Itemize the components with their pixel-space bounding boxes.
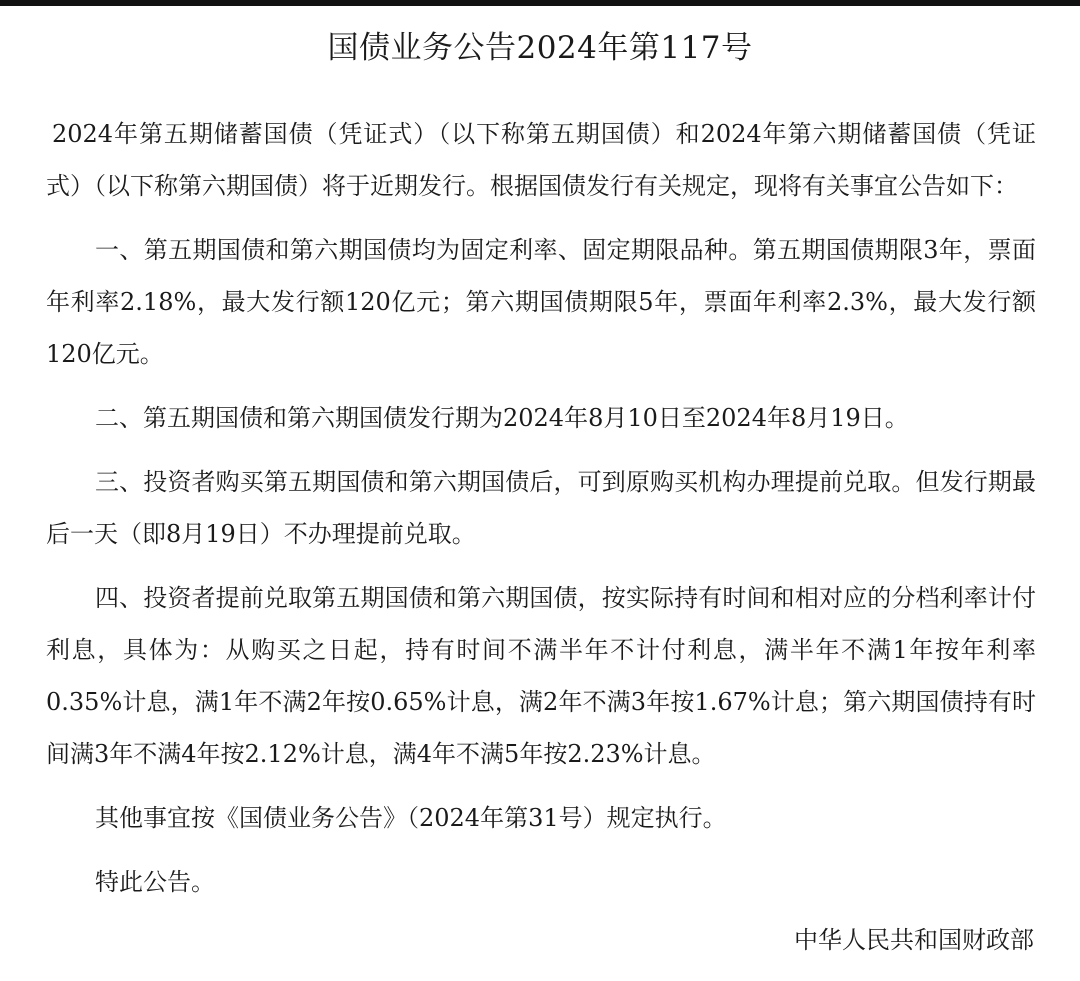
clause-one-paragraph: 一、第五期国债和第六期国债均为固定利率、固定期限品种。第五期国债期限3年，票面年利率2.18%，最大发行额120亿元；第六期国债期限5年，票面年利率2.3%，最大发行额120亿元。 bbox=[46, 236, 1036, 368]
clause-four-paragraph: 四、投资者提前兑取第五期国债和第六期国债，按实际持有时间和相对应的分档利率计付利息，具体为：从购买之日起，持有时间不满半年不计付利息，满半年不满1年按年利率0.35%计息，满1年不满2年按0.65%计息，满2年不满3年按1.67%计息；第六期国债持有时间满3年不满4年按2.12%计息，满4年不满5年按2.23%计息。 bbox=[46, 584, 1036, 768]
other-matters-paragraph: 其他事宜按《国债业务公告》（2024年第31号）规定执行。 bbox=[95, 804, 727, 832]
clause-three-paragraph: 三、投资者购买第五期国债和第六期国债后，可到原购买机构办理提前兑取。但发行期最后一天（即8月19日）不办理提前兑取。 bbox=[46, 468, 1036, 548]
top-border-bar bbox=[0, 0, 1080, 6]
clause-two-paragraph: 二、第五期国债和第六期国债发行期为2024年8月10日至2024年8月19日。 bbox=[95, 404, 909, 432]
issuer-signature: 中华人民共和国财政部 bbox=[794, 926, 1034, 954]
intro-paragraph: 2024年第五期储蓄国债（凭证式）（以下称第五期国债）和2024年第六期储蓄国债（凭证式）（以下称第六期国债）将于近期发行。根据国债发行有关规定，现将有关事宜公告如下： bbox=[46, 120, 1036, 200]
closing-paragraph: 特此公告。 bbox=[95, 868, 215, 896]
notice-body bbox=[46, 108, 1036, 920]
notice-title: 国债业务公告2024年第117号 bbox=[327, 30, 753, 66]
